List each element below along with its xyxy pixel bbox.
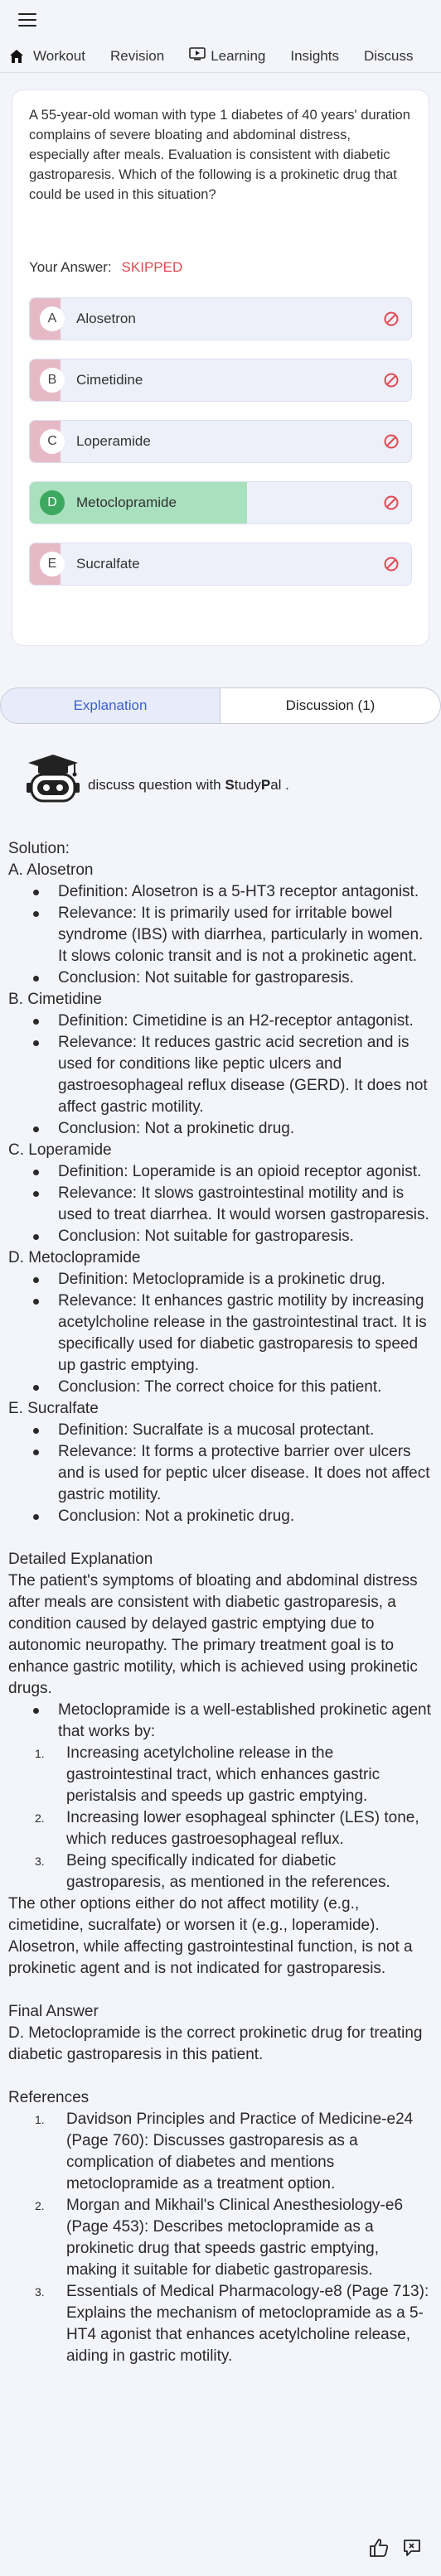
reference-item-text: Morgan and Mikhail's Clinical Anesthesiology-e6 (Page 453): Describes metoclopramide as a prokinetic drug that speeds gastric emptying, making it suitable for diabetic gastroparesis. — [66, 2197, 404, 2279]
tab-discuss-label: Discuss — [363, 47, 414, 64]
solution-option-heading: D. Metoclopramide — [8, 1249, 141, 1266]
option-label: Alosetron — [76, 311, 136, 326]
solution-option-points — [8, 1269, 433, 1398]
studypal-banner[interactable] — [0, 749, 441, 807]
brand-s: S — [225, 777, 235, 793]
option-b[interactable] — [29, 359, 412, 402]
solution-heading: Solution: — [8, 840, 70, 857]
option-label: Loperamide — [76, 433, 151, 449]
option-label: Sucralfate — [76, 556, 140, 572]
mechanism-item-text: Being specifically indicated for diabetic gastroparesis, as mentioned in the references. — [66, 1852, 390, 1891]
play-screen-icon — [189, 47, 206, 65]
feedback-icons — [368, 2537, 423, 2563]
option-letter: E — [40, 552, 65, 576]
tab-revision[interactable] — [110, 48, 164, 65]
option-d[interactable] — [29, 481, 412, 524]
option-a[interactable] — [29, 297, 412, 340]
option-letter: A — [40, 306, 65, 331]
mechanism-item-text: Increasing acetylcholine release in the gastrointestinal tract, which enhances gastric peristalsis and speeds up gastric emptying. — [66, 1744, 380, 1805]
solution-option-heading: A. Alosetron — [8, 861, 94, 879]
solution-options — [8, 860, 433, 1527]
tab-insights-label: Insights — [290, 47, 339, 64]
skipped-ban-icon — [383, 556, 400, 576]
option-label: Metoclopramide — [76, 494, 177, 510]
tab-revision-label: Revision — [110, 47, 165, 64]
studypal-text — [88, 777, 289, 794]
thumbs-up-icon[interactable] — [368, 2537, 390, 2563]
final-answer-text: D. Metoclopramide is the correct prokinetic drug for treating diabetic gastroparesis in this patient. — [8, 2024, 423, 2063]
skipped-ban-icon — [383, 494, 400, 515]
solution-point: Relevance: It forms a protective barrier over ulcers and is used for peptic ulcer disease. It does not affect gastric motility. — [33, 1441, 433, 1506]
tab-discuss[interactable] — [364, 48, 414, 65]
solution-point: Definition: Alosetron is a 5-HT3 receptor antagonist. — [33, 881, 433, 903]
studypal-prefix: discuss question with — [88, 777, 225, 793]
option-letter: D — [40, 490, 65, 515]
closing-paragraph: The other options either do not affect motility (e.g., cimetidine, sucralfate) or worsen it (e.g., loperamide). Alosetron, while affecting gastrointestinal function, is not a prokinetic agent and is not indicated for gastroparesis. — [8, 1895, 413, 1977]
solution-option-heading: E. Sucralfate — [8, 1400, 99, 1417]
references-list — [8, 2109, 433, 2367]
your-answer-label: Your Answer: — [29, 259, 112, 275]
robot-graduate-icon — [22, 751, 85, 804]
option-c[interactable] — [29, 420, 412, 463]
solution-option-heading: B. Cimetidine — [8, 991, 102, 1008]
solution-point: Relevance: It reduces gastric acid secretion and is used for conditions like peptic ulcers and gastroesophageal reflux disease (GERD). It does not affect gastric motility. — [33, 1032, 433, 1118]
option-letter: C — [40, 429, 65, 454]
skipped-ban-icon — [383, 311, 400, 331]
option-letter: B — [40, 368, 65, 393]
nav-tabs — [0, 40, 441, 73]
mechanism-item: 3. Being specifically indicated for diabetic gastroparesis, as mentioned in the references. — [35, 1852, 390, 1891]
question-text: A 55-year-old woman with type 1 diabetes of 40 years' duration complains of severe bloating and abdominal distress, especially after meals. Evaluation is consistent with diabetic gastroparesis. Which of the following is a prokinetic drug that could be used in this situation? — [29, 108, 410, 202]
tab-learning-label: Learning — [211, 47, 266, 64]
solution-option-points — [8, 1011, 433, 1140]
reference-item-text: Davidson Principles and Practice of Medicine-e24 (Page 760): Discusses gastroparesis as a complication of diabetes and mentions metoclopramide as a treatment option. — [66, 2110, 414, 2192]
mechanism-item: 2. Increasing lower esophageal sphincter (LES) tone, which reduces gastroesophageal reflux. — [35, 1809, 419, 1848]
home-icon[interactable] — [0, 49, 33, 64]
solution-option-heading: C. Loperamide — [8, 1141, 112, 1159]
detailed-bullet: Metoclopramide is a well-established prokinetic agent that works by: — [33, 1700, 433, 1743]
solution-option-points — [8, 881, 433, 989]
solution-point: Definition: Cimetidine is an H2-receptor antagonist. — [33, 1011, 433, 1032]
answer-status: SKIPPED — [121, 259, 183, 275]
solution-option-points — [8, 1161, 433, 1247]
brand-p: P — [260, 777, 271, 793]
reference-item-text: Essentials of Medical Pharmacology-e8 (Page 713): Explains the mechanism of metoclopramide as a 5-HT4 agonist that enhances acetylcholine release, aiding in gastric motility. — [66, 2283, 429, 2365]
options-list — [29, 297, 412, 586]
option-label: Cimetidine — [76, 372, 143, 388]
brand-mid2: al . — [270, 777, 289, 793]
solution-option-points — [8, 1420, 433, 1527]
mechanism-item: 1. Increasing acetylcholine release in the gastrointestinal tract, which enhances gastric peristalsis and speeds up gastric emptying. — [35, 1744, 380, 1805]
solution-point: Definition: Loperamide is an opioid receptor agonist. — [33, 1161, 433, 1183]
tab-workout[interactable] — [33, 48, 85, 65]
solution-point: Relevance: It is primarily used for irritable bowel syndrome (IBS) with diarrhea, particularly in women. It slows colonic transit and is not a prokinetic agent. — [33, 903, 433, 967]
explanation-body — [0, 807, 441, 2367]
references-heading: References — [8, 2089, 90, 2106]
solution-point: Relevance: It slows gastrointestinal motility and is used to treat diarrhea. It would worsen gastroparesis. — [33, 1183, 433, 1226]
content-tabs — [0, 687, 441, 724]
detailed-paragraph: The patient's symptoms of bloating and abdominal distress after meals are consistent with diabetic gastroparesis, a condition caused by delayed gastric emptying due to autonomic neuropathy. The primary treatment goal is to enhance gastric motility, which is achieved using prokinetic drugs. — [8, 1572, 418, 1697]
skipped-ban-icon — [383, 372, 400, 393]
tab-learning[interactable] — [189, 47, 265, 65]
top-bar — [0, 0, 441, 40]
comment-icon[interactable] — [401, 2537, 423, 2563]
reference-item: 3. Essentials of Medical Pharmacology-e8 (Page 713): Explains the mechanism of metoclopramide as a 5-HT4 agonist that enhances acetylcholine release, aiding in gastric motility. — [35, 2283, 429, 2365]
solution-point: Conclusion: Not a prokinetic drug. — [33, 1506, 433, 1527]
solution-point: Conclusion: The correct choice for this patient. — [33, 1377, 433, 1398]
final-heading: Final Answer — [8, 2003, 99, 2020]
menu-icon[interactable] — [18, 13, 36, 27]
skipped-ban-icon — [383, 433, 400, 454]
solution-point: Definition: Metoclopramide is a prokinetic drug. — [33, 1269, 433, 1290]
solution-point: Conclusion: Not suitable for gastroparesis. — [33, 1226, 433, 1247]
detailed-heading: Detailed Explanation — [8, 1551, 153, 1568]
tab-insights[interactable] — [290, 48, 339, 65]
reference-item: 1. Davidson Principles and Practice of Medicine-e24 (Page 760): Discusses gastroparesis as a complication of diabetes and mentions metoclopramide as a treatment option. — [35, 2110, 414, 2192]
mechanism-list — [8, 1743, 433, 1893]
tab-explanation[interactable]: Explanation — [0, 687, 220, 724]
question-card — [12, 89, 429, 646]
tab-discussion[interactable]: Discussion (1) — [220, 687, 441, 724]
reference-item: 2. Morgan and Mikhail's Clinical Anesthesiology-e6 (Page 453): Describes metoclopramide as a prokinetic drug that speeds gastric emptying, making it suitable for diabetic gastroparesis. — [35, 2197, 404, 2279]
mechanism-item-text: Increasing lower esophageal sphincter (LES) tone, which reduces gastroesophageal reflux. — [66, 1809, 419, 1848]
tab-workout-label: Workout — [33, 47, 85, 64]
solution-point: Relevance: It enhances gastric motility by increasing acetylcholine release in the gastrointestinal tract. It is specifically used for diabetic gastroparesis to speed up gastric emptying. — [33, 1290, 433, 1377]
solution-point: Definition: Sucralfate is a mucosal protectant. — [33, 1420, 433, 1441]
your-answer — [29, 259, 412, 276]
solution-point: Conclusion: Not a prokinetic drug. — [33, 1118, 433, 1140]
option-e[interactable] — [29, 543, 412, 586]
solution-point: Conclusion: Not suitable for gastroparesis. — [33, 967, 433, 989]
brand-mid1: tudy — [234, 777, 261, 793]
